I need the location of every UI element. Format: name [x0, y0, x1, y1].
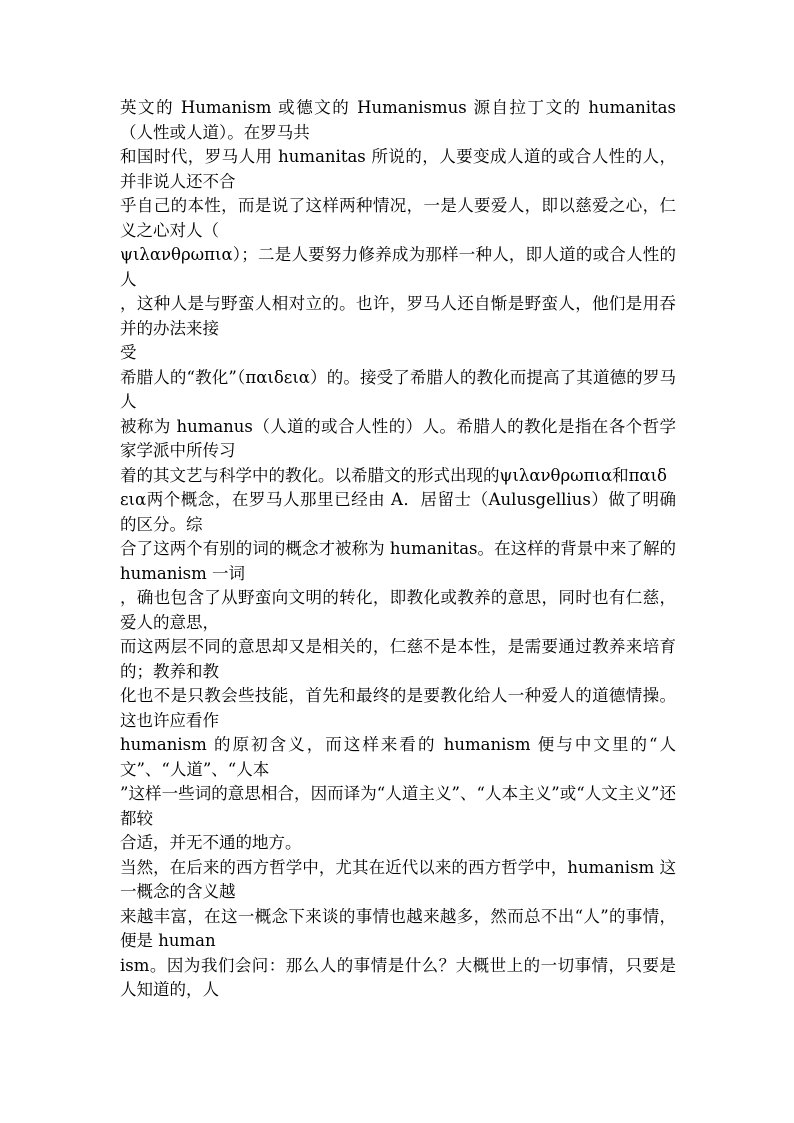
text-line: ，确也包含了从野蛮向文明的转化，即教化或教养的意思，同时也有仁慈，爱人的意思， [120, 588, 676, 632]
text-line: 被称为 humanus（人道的或合人性的）人。希腊人的教化是指在各个哲学家学派中所传习 [120, 416, 676, 460]
text-line: humanism 的原初含义，而这样来看的 humanism 便与中文里的“人文”、“人道”、“人本 [120, 735, 676, 779]
text-line: ism。因为我们会问：那么人的事情是什么？大概世上的一切事情，只要是人知道的，人 [120, 955, 676, 999]
text-line: ”这样一些词的意思相合，因而译为“人道主义”、“人本主义”或“人文主义”还都较 [120, 784, 676, 828]
text-line: 着的其文艺与科学中的教化。以希腊文的形式出现的ψιλανθρωπια和παιδ [120, 465, 667, 485]
text-line: 合适，并无不通的地方。 [120, 833, 302, 852]
text-line: 乎自己的本性，而是说了这样两种情况，一是人要爱人，即以慈爱之心，仁义之心对人（ [120, 196, 676, 240]
text-line: 化也不是只教会些技能，首先和最终的是要教化给人一种爱人的道德情操。这也许应看作 [120, 686, 676, 730]
text-line: ψιλανθρωπια）；二是人要努力修养成为那样一种人，即人道的或合人性的人 [120, 245, 676, 289]
text-line: 合了这两个有别的词的概念才被称为 humanitas。在这样的背景中来了解的 humanism 一词 [120, 539, 676, 583]
text-line: 受 [120, 343, 137, 362]
text-line: εια两个概念，在罗马人那里已经由 A．居留士（Aulusgellius）做了明确的区分。综 [120, 490, 676, 534]
document-body [120, 96, 676, 1003]
text-line: 英文的 Humanism 或德文的 Humanismus 源自拉丁文的 humanitas（人性或人道）。在罗马共 [120, 98, 676, 142]
text-line: 当然，在后来的西方哲学中，尤其在近代以来的西方哲学中，humanism 这一概念的含义越 [120, 857, 676, 901]
text-line: 而这两层不同的意思却又是相关的，仁慈不是本性，是需要通过教养来培育的；教养和教 [120, 637, 676, 681]
text-line: 希腊人的“教化”（παιδεια）的。接受了希腊人的教化而提高了其道德的罗马人 [120, 367, 676, 411]
text-line: 和国时代，罗马人用 humanitas 所说的，人要变成人道的或合人性的人，并非说人还不合 [120, 147, 676, 191]
text-line: 来越丰富，在这一概念下来谈的事情也越来越多，然而总不出“人”的事情，便是 human [120, 906, 676, 950]
text-line: ，这种人是与野蛮人相对立的。也许，罗马人还自惭是野蛮人，他们是用吞并的办法来接 [120, 294, 676, 338]
